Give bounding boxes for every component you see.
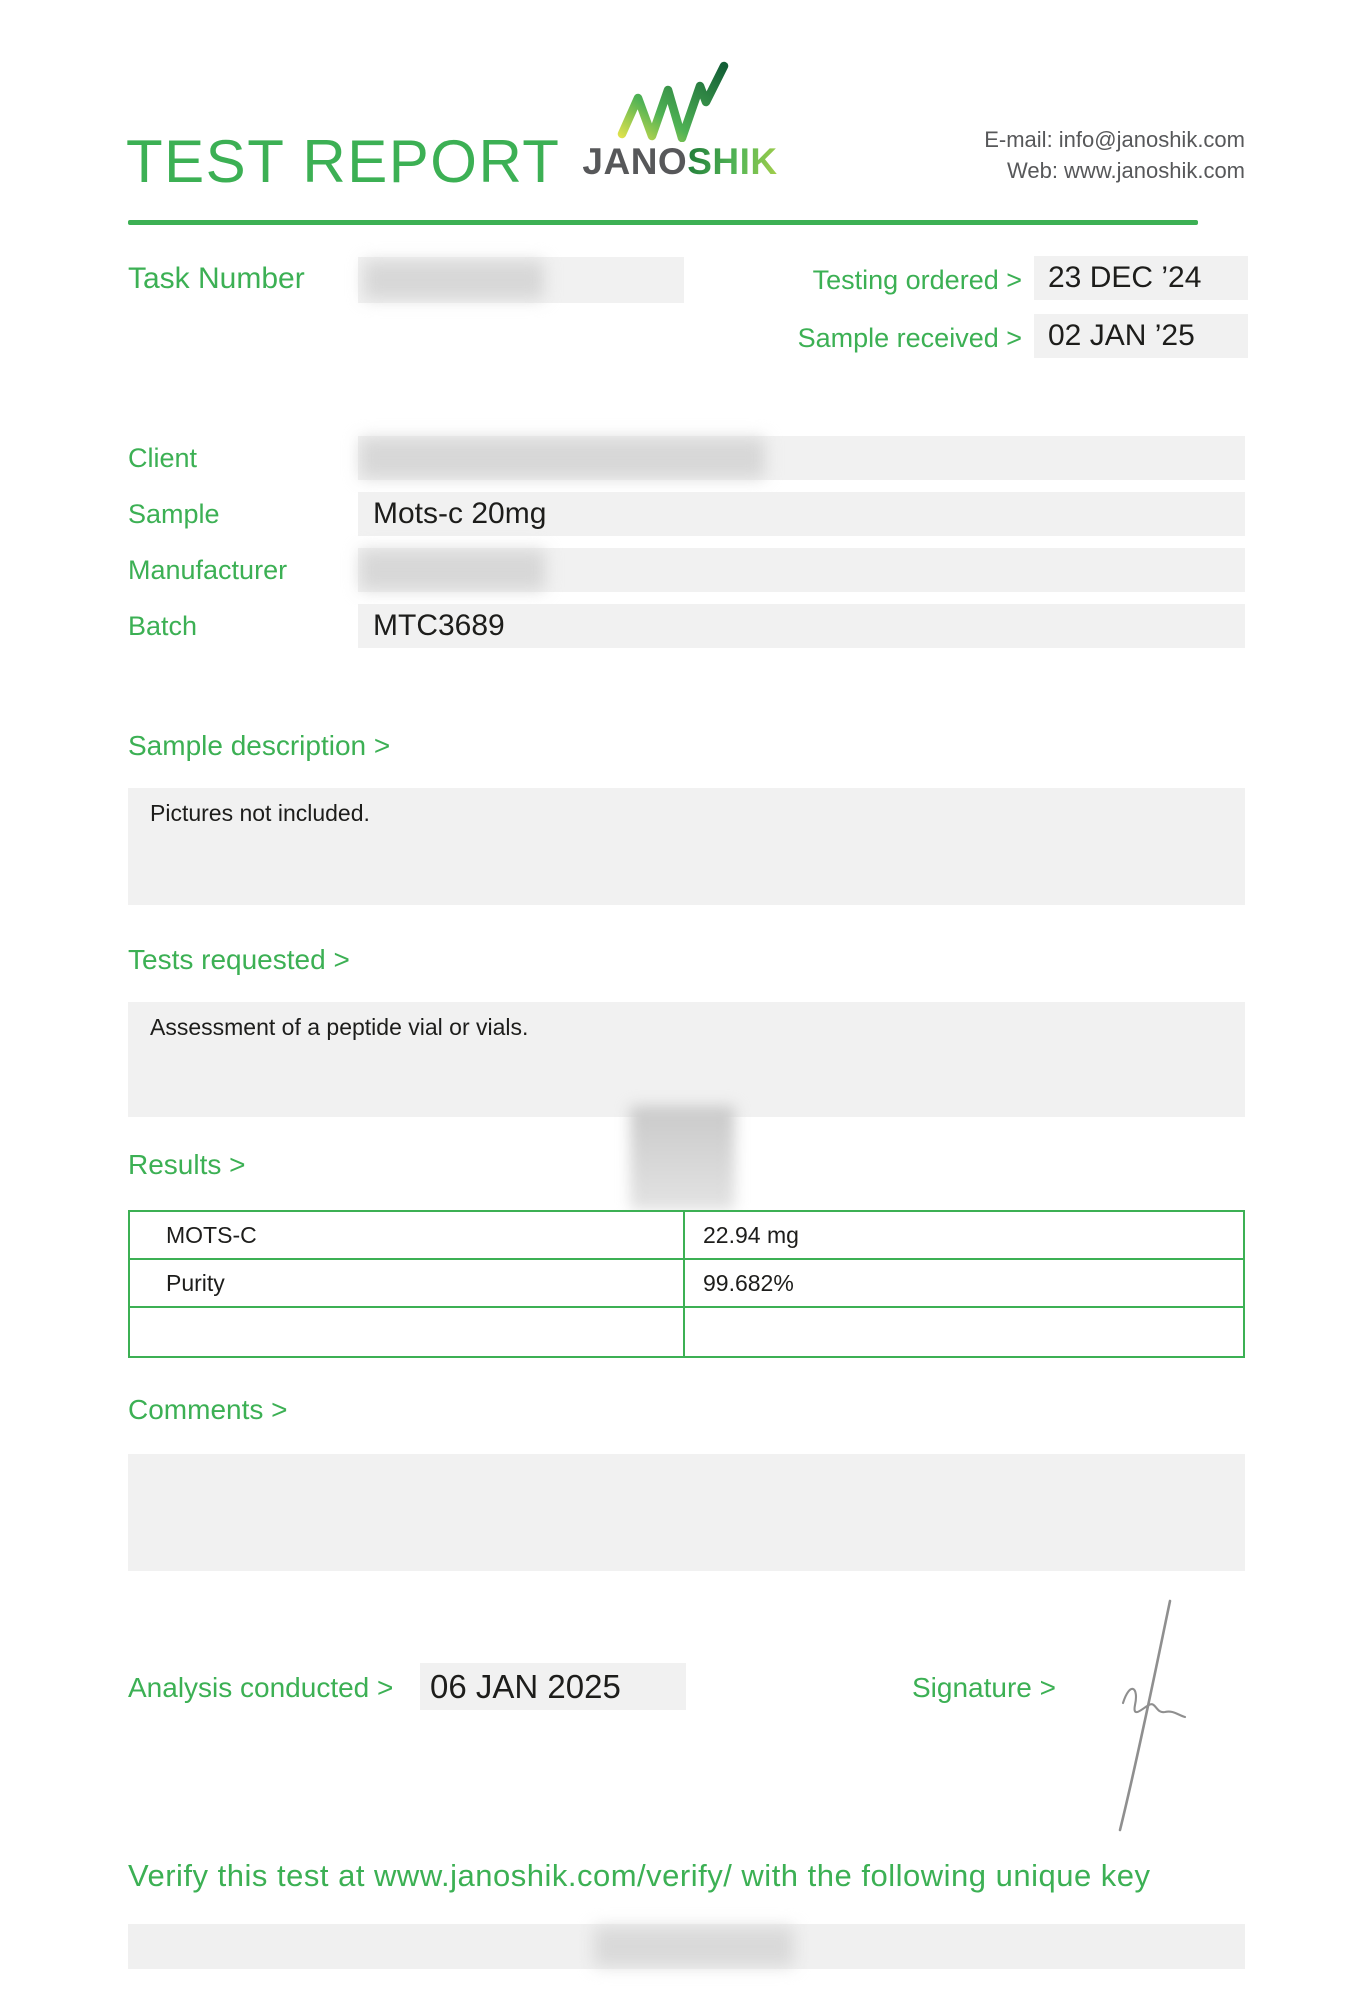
redacted-unique-key bbox=[594, 1927, 794, 1966]
trend-chart-icon bbox=[612, 58, 732, 142]
batch-value bbox=[358, 604, 1245, 648]
redacted-results-blob bbox=[630, 1106, 735, 1210]
sample-description-text: Pictures not included. bbox=[150, 800, 370, 826]
results-cell-analyte: Purity bbox=[130, 1260, 685, 1306]
tests-requested-text: Assessment of a peptide vial or vials. bbox=[150, 1014, 529, 1040]
results-cell-value: 99.682% bbox=[703, 1270, 794, 1296]
analysis-conducted-label: Analysis conducted > bbox=[128, 1672, 394, 1703]
sample-value bbox=[358, 492, 1245, 536]
comments-heading: Comments > bbox=[128, 1394, 288, 1425]
client-label: Client bbox=[128, 443, 198, 473]
unique-key-bar bbox=[128, 1924, 1245, 1969]
header-divider bbox=[128, 220, 1198, 225]
results-cell-value: 22.94 mg bbox=[703, 1222, 799, 1248]
sample-received-date: 02 JAN ’25 bbox=[1034, 314, 1248, 358]
logo-wordmark bbox=[575, 141, 785, 183]
redacted-task-number bbox=[364, 261, 544, 299]
results-row bbox=[130, 1212, 1243, 1260]
results-heading: Results > bbox=[128, 1149, 246, 1180]
results-table bbox=[128, 1210, 1245, 1358]
tests-requested-heading: Tests requested > bbox=[128, 944, 350, 975]
manufacturer-value bbox=[358, 548, 1245, 592]
logo-jano: JANO bbox=[582, 141, 688, 182]
batch-value-text: MTC3689 bbox=[373, 609, 505, 642]
analysis-conducted-date: 06 JAN 2025 bbox=[420, 1663, 686, 1710]
logo-shik: SHIK bbox=[687, 141, 778, 182]
sample-received-label: Sample received > bbox=[797, 323, 1022, 353]
comments-box bbox=[128, 1454, 1245, 1571]
signature-image bbox=[1095, 1593, 1215, 1838]
task-number-value bbox=[358, 257, 684, 303]
sample-label: Sample bbox=[128, 499, 220, 529]
results-cell-analyte bbox=[130, 1308, 685, 1356]
redacted-client bbox=[360, 438, 765, 478]
tests-requested-box bbox=[128, 1002, 1245, 1117]
results-row bbox=[130, 1308, 1243, 1356]
signature-label: Signature > bbox=[912, 1672, 1056, 1703]
sample-description-box bbox=[128, 788, 1245, 905]
verify-text: Verify this test at www.janoshik.com/verify/ with the following unique key bbox=[128, 1858, 1151, 1893]
results-row bbox=[130, 1260, 1243, 1308]
testing-ordered-label: Testing ordered > bbox=[812, 265, 1022, 295]
batch-label: Batch bbox=[128, 611, 198, 641]
manufacturer-label: Manufacturer bbox=[128, 555, 288, 585]
contact-block bbox=[845, 124, 1245, 186]
client-value bbox=[358, 436, 1245, 480]
results-cell-analyte: MOTS-C bbox=[130, 1212, 685, 1258]
sample-value-text: Mots-c 20mg bbox=[373, 497, 547, 530]
redacted-manufacturer bbox=[360, 550, 545, 590]
contact-web: Web: www.janoshik.com bbox=[1006, 158, 1245, 183]
testing-ordered-date: 23 DEC ’24 bbox=[1034, 256, 1248, 300]
sample-description-heading: Sample description > bbox=[128, 730, 391, 761]
results-cell-value bbox=[685, 1308, 1243, 1356]
task-number-label: Task Number bbox=[128, 262, 305, 295]
page-title: TEST REPORT bbox=[126, 128, 561, 195]
contact-email: E-mail: info@janoshik.com bbox=[984, 127, 1245, 152]
